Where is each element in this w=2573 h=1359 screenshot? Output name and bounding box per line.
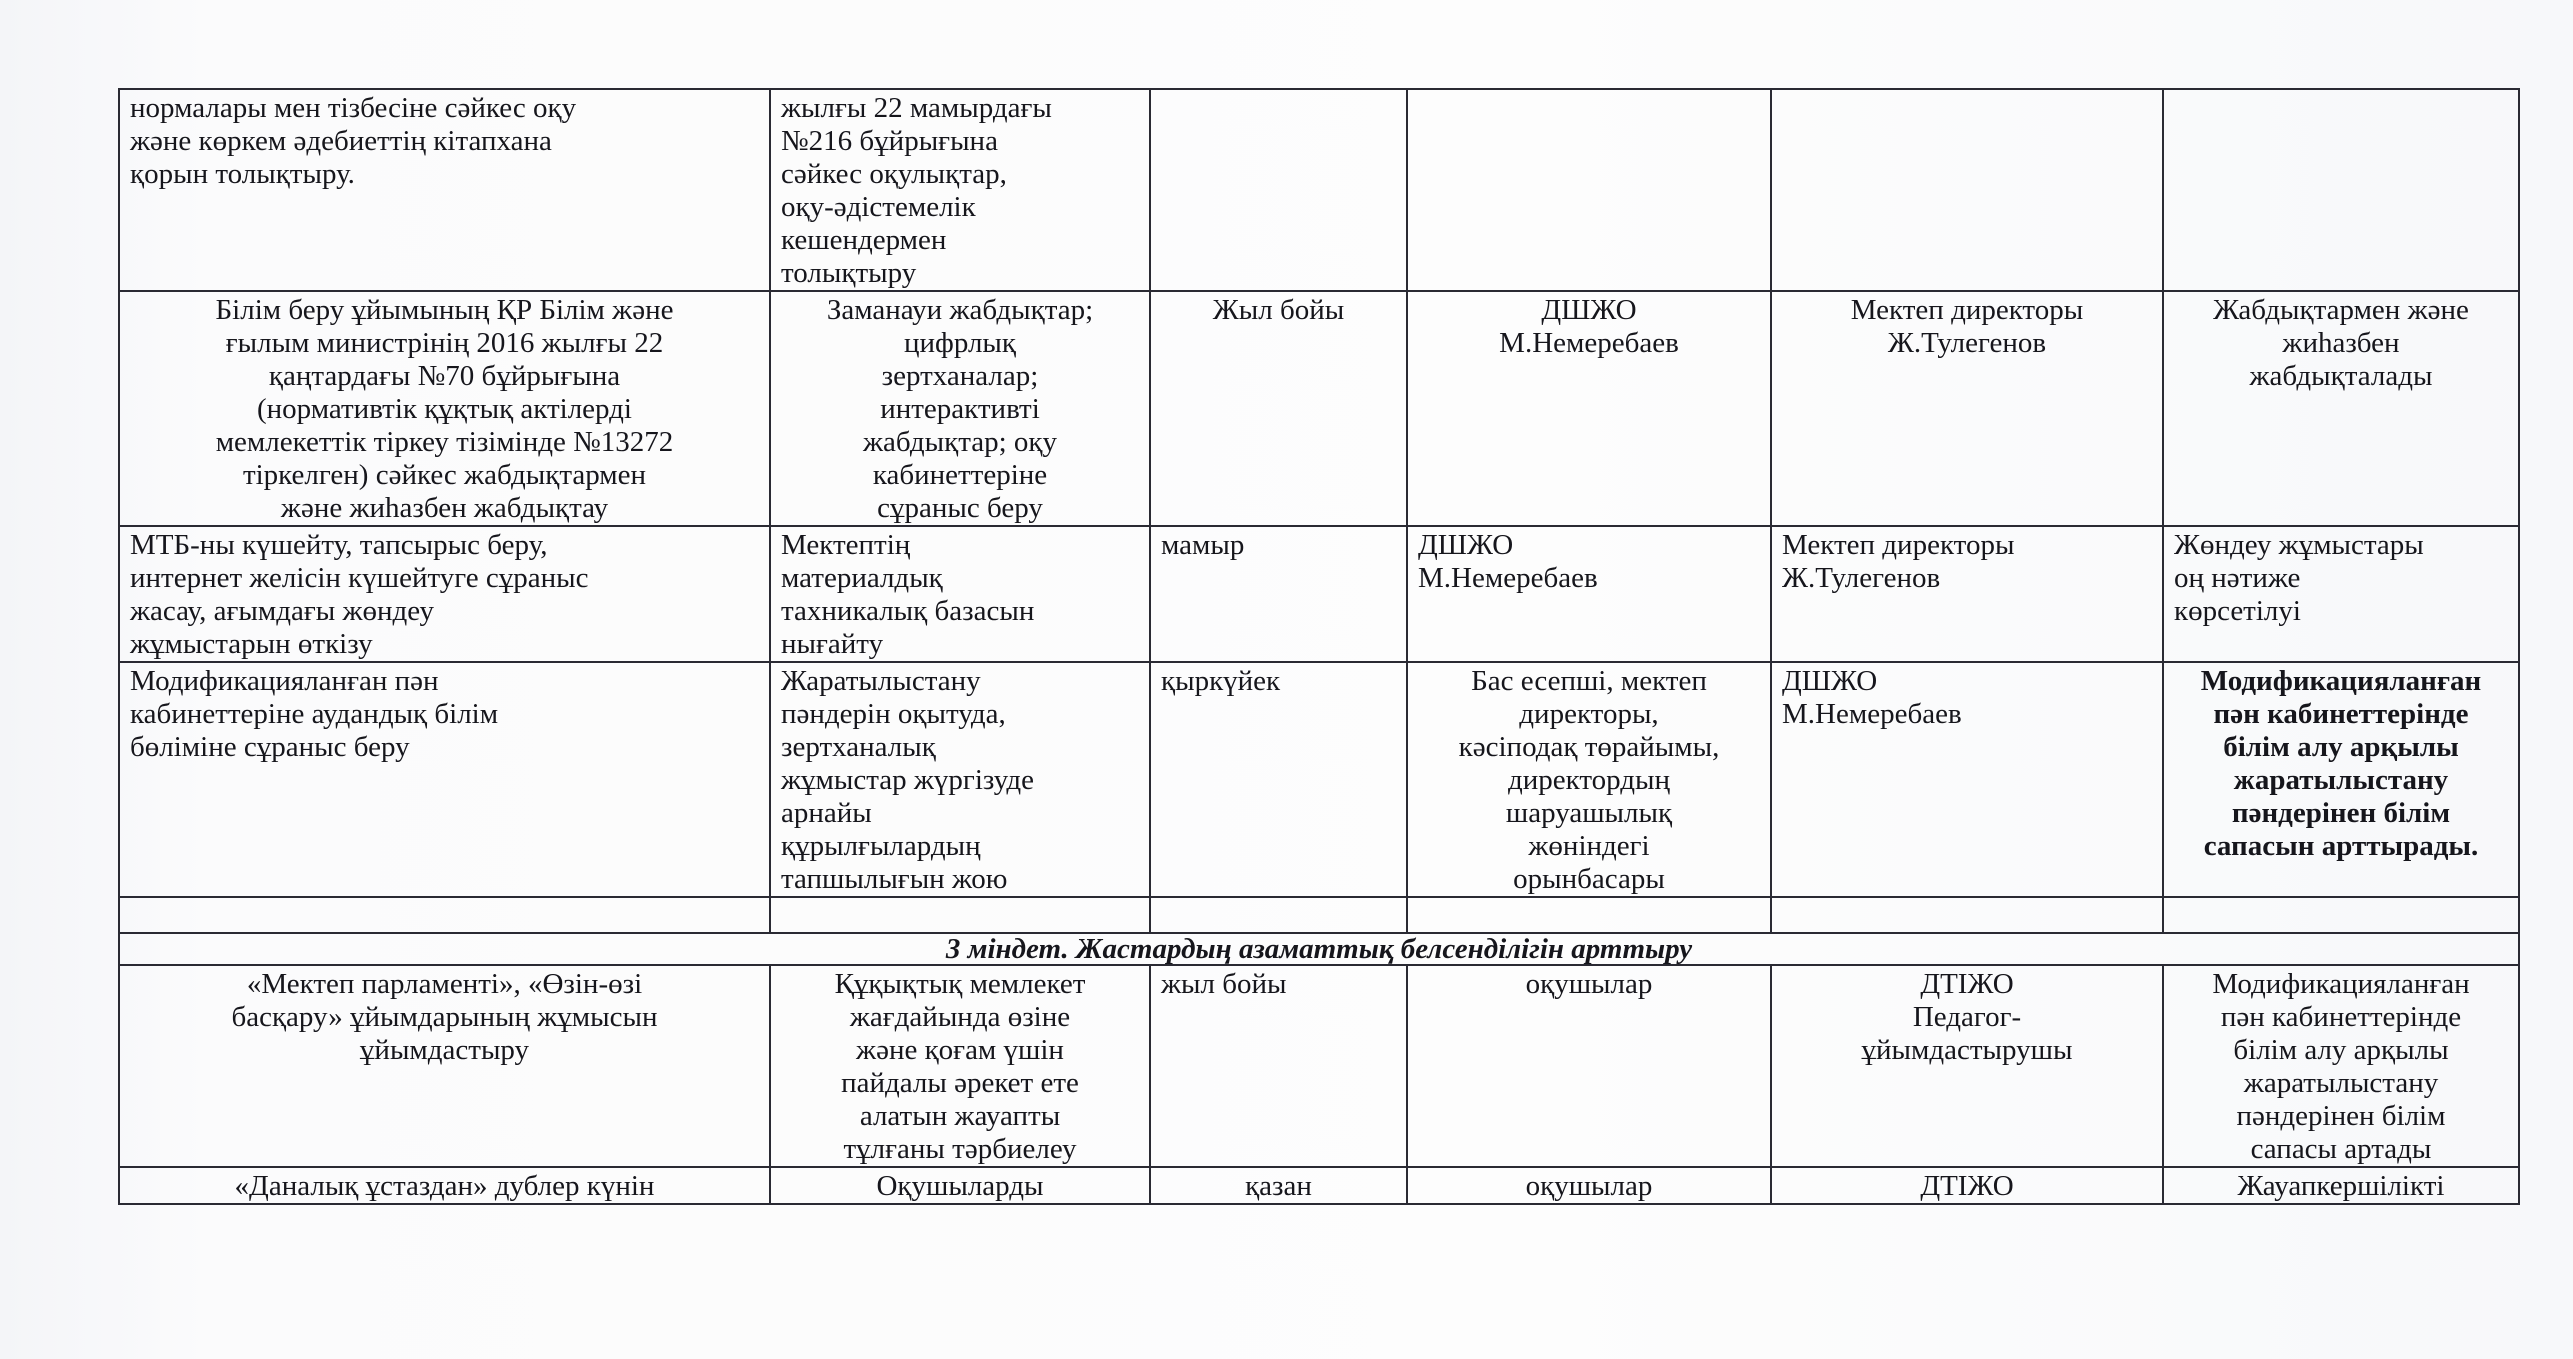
result-cell: Модификацияланған пән кабинеттерінде білім алу арқылы жаратылыстану пәндерінен білім сапасы артады — [2163, 965, 2519, 1167]
responsible-cell: ДШЖО М.Немеребаев — [1407, 526, 1771, 662]
empty-cell — [119, 897, 770, 933]
form-cell: жылғы 22 мамырдағы №216 бұйрығына сәйкес оқулықтар, оқу-әдістемелік кешендермен толықтыру — [770, 89, 1150, 291]
table-row — [119, 662, 2519, 897]
form-cell: Жаратылыстану пәндерін оқытуда, зертханалық жұмыстар жүргізуде арнайы құрылғылардың тапшылығын жою — [770, 662, 1150, 897]
empty-row — [119, 897, 2519, 933]
empty-cell — [1150, 897, 1407, 933]
form-cell: Оқушыларды — [770, 1167, 1150, 1204]
control-cell: Мектеп директоры Ж.Тулегенов — [1771, 291, 2163, 526]
form-cell: Құқықтық мемлекет жағдайында өзіне және қоғам үшін пайдалы әрекет ете алатын жауапты тұлғаны тәрбиелеу — [770, 965, 1150, 1167]
responsible-cell: оқушылар — [1407, 965, 1771, 1167]
deadline-cell: жыл бойы — [1150, 965, 1407, 1167]
result-cell: Жауапкершілікті — [2163, 1167, 2519, 1204]
activity-cell: «Мектеп парламенті», «Өзін-өзі басқару» ұйымдарының жұмысын ұйымдастыру — [119, 965, 770, 1167]
empty-cell — [2163, 897, 2519, 933]
activity-cell: МТБ-ны күшейту, тапсырыс беру, интернет желісін күшейтуге сұраныс жасау, ағымдағы жөндеу жұмыстарын өткізу — [119, 526, 770, 662]
deadline-cell: мамыр — [1150, 526, 1407, 662]
deadline-cell — [1150, 89, 1407, 291]
activity-cell: Білім беру ұйымының ҚР Білім және ғылым министрінің 2016 жылғы 22 қаңтардағы №70 бұйрығына (нормативтік құқтық актілерді мемлекеттік тіркеу тізімінде №13272 тіркелген) сәйкес жабдықтармен және жиһазбен жабдықтау — [119, 291, 770, 526]
table-row — [119, 526, 2519, 662]
table-row — [119, 1167, 2519, 1204]
control-cell: ДШЖО М.Немеребаев — [1771, 662, 2163, 897]
form-cell: Мектептің материалдық тахникалық базасын нығайту — [770, 526, 1150, 662]
result-cell — [2163, 89, 2519, 291]
action-plan-table — [118, 88, 2520, 1205]
activity-cell: Модификацияланған пән кабинеттеріне аудандық білім бөліміне сұраныс беру — [119, 662, 770, 897]
result-cell: Жабдықтармен және жиһазбен жабдықталады — [2163, 291, 2519, 526]
deadline-cell: қазан — [1150, 1167, 1407, 1204]
deadline-cell: қыркүйек — [1150, 662, 1407, 897]
responsible-cell: ДШЖО М.Немеребаев — [1407, 291, 1771, 526]
result-cell: Модификацияланған пән кабинеттерінде білім алу арқылы жаратылыстану пәндерінен білім сапасын арттырады. — [2163, 662, 2519, 897]
responsible-cell: оқушылар — [1407, 1167, 1771, 1204]
deadline-cell: Жыл бойы — [1150, 291, 1407, 526]
control-cell: ДТІЖО — [1771, 1167, 2163, 1204]
responsible-cell — [1407, 89, 1771, 291]
empty-cell — [1771, 897, 2163, 933]
empty-cell — [770, 897, 1150, 933]
result-cell: Жөндеу жұмыстары оң нәтиже көрсетілуі — [2163, 526, 2519, 662]
control-cell: Мектеп директоры Ж.Тулегенов — [1771, 526, 2163, 662]
table-row — [119, 89, 2519, 291]
empty-cell — [1407, 897, 1771, 933]
section-row — [119, 933, 2519, 965]
control-cell: ДТІЖО Педагог- ұйымдастырушы — [1771, 965, 2163, 1167]
activity-cell: нормалары мен тізбесіне сәйкес оқу және көркем әдебиеттің кітапхана қорын толықтыру. — [119, 89, 770, 291]
responsible-cell: Бас есепші, мектеп директоры, кәсіподақ төрайымы, директордың шаруашылық жөніндегі орынбасары — [1407, 662, 1771, 897]
table-row — [119, 291, 2519, 526]
control-cell — [1771, 89, 2163, 291]
section-title: 3 міндет. Жастардың азаматтық белсенділігін арттыру — [119, 933, 2519, 965]
table-row — [119, 965, 2519, 1167]
form-cell: Заманауи жабдықтар; цифрлық зертханалар; интерактивті жабдықтар; оқу кабинеттеріне сұраныс беру — [770, 291, 1150, 526]
activity-cell: «Даналық ұстаздан» дублер күнін — [119, 1167, 770, 1204]
